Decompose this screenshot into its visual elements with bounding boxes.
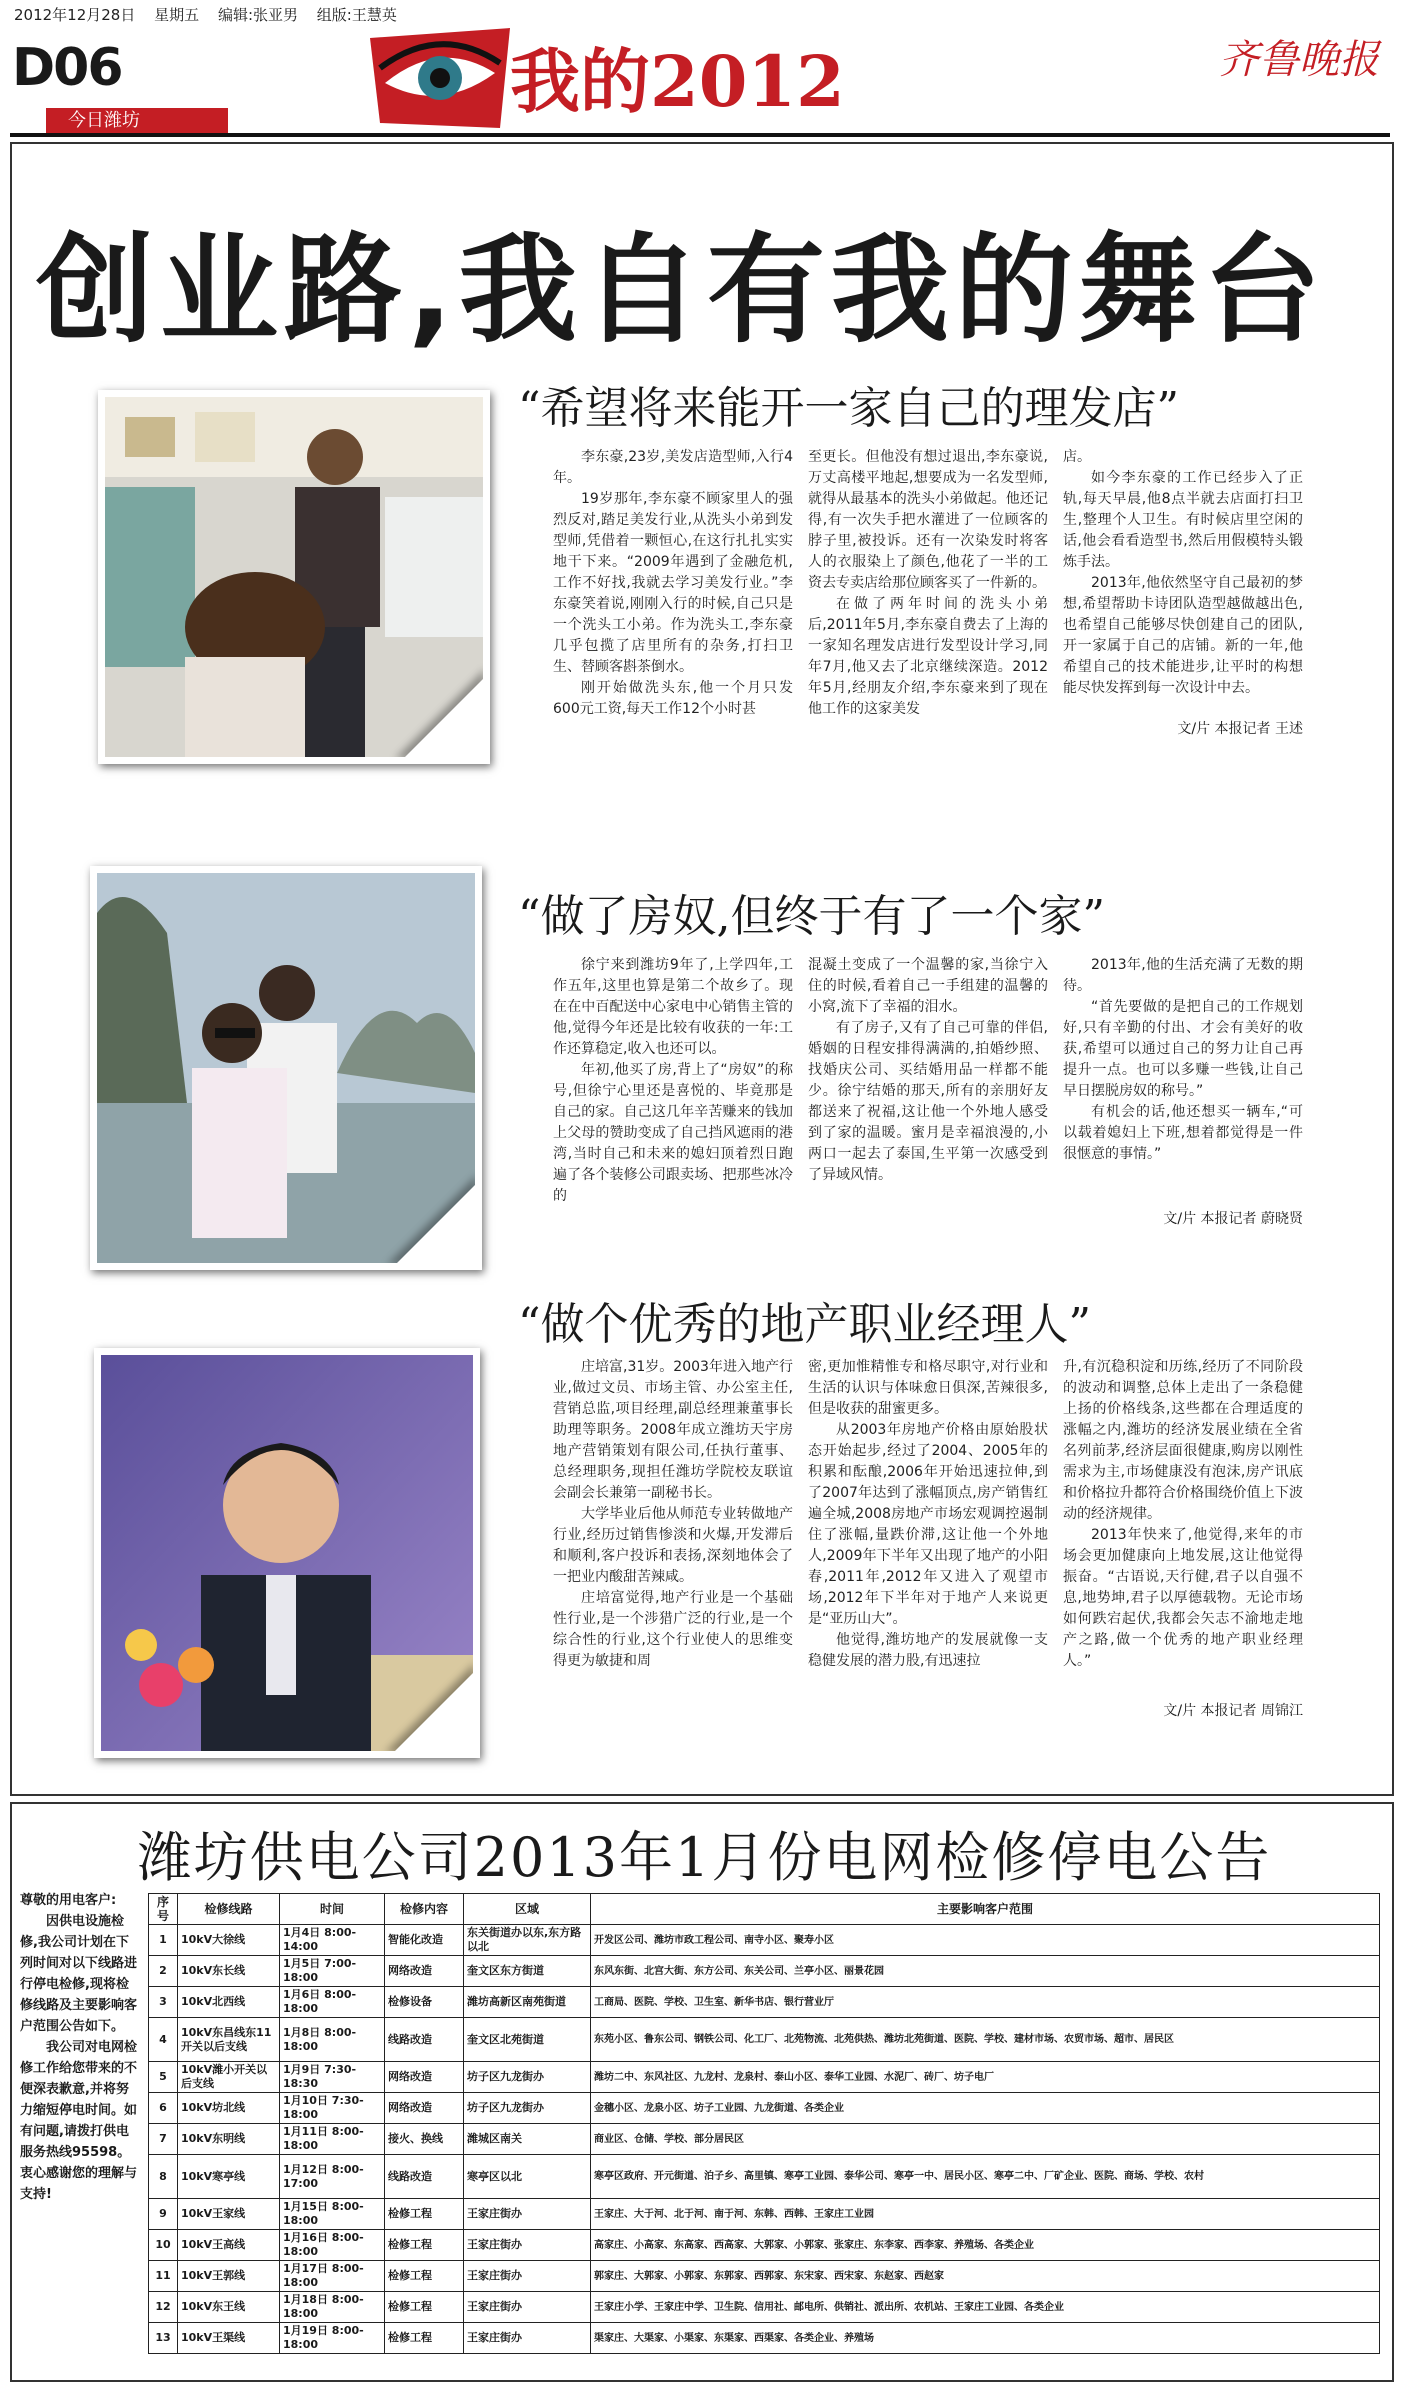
paragraph: 庄培富,31岁。2003年进入地产行业,做过文员、市场主管、办公室主任,营销总监,项目经理,副总经理兼董事长助理等职务。2008年成立潍坊天宇房地产营销策划有限公司,任执行董事、总经理职务,现担任潍坊学院校友联谊会副会长兼第一副秘书长。 [553,1359,793,1501]
table-row [149,2199,1380,2230]
page-number: D06 [12,38,122,98]
eye-icon [370,28,510,128]
paragraph: 有了房子,又有了自己可靠的伴侣,婚姻的日程安排得满满的,拍婚纱照、找婚庆公司、买结婚用品一样都不能少。徐宁结婚的那天,所有的亲朋好友都送来了祝福,这让他一个外地人感受到了家的温暖。蜜月是幸福浪漫的,小两口一起去了泰国,生平第一次感受到了异域风情。 [808,1020,1048,1183]
table-cell: 网络改造 [385,2062,464,2093]
column-header: 检修内容 [385,1894,464,1925]
story-1-column-1 [553,447,793,720]
page-meta [14,4,411,25]
table-cell: 10kV王渠线 [178,2323,280,2354]
paragraph: 混凝土变成了一个温馨的家,当徐宁入住的时候,看着自己一手组建的温馨的小窝,流下了幸福的泪水。 [808,957,1048,1015]
table-row [149,2323,1380,2354]
paragraph: 刚开始做洗头东,他一个月只发600元工资,每天工作12个小时甚 [553,680,793,717]
table-cell: 3 [149,1987,178,2018]
table-cell: 王家庄街办 [464,2323,591,2354]
table-cell: 王家庄街办 [464,2292,591,2323]
table-cell: 1月16日 8:00-18:00 [280,2230,385,2261]
editor-credit: 编辑:张亚男 [217,6,298,24]
table-cell: 13 [149,2323,178,2354]
table-cell: 9 [149,2199,178,2230]
table-cell: 10kV潍小开关以后支线 [178,2062,280,2093]
table-cell: 东苑小区、鲁东公司、钢铁公司、化工厂、北苑物流、北苑供热、潍坊北苑街道、医院、学校、建材市场、农贸市场、超市、居民区 [591,2018,1380,2062]
paragraph: 店。 [1063,449,1091,465]
column-header: 时间 [280,1894,385,1925]
notice-intro [20,1890,140,2205]
table-cell: 坊子区九龙街办 [464,2062,591,2093]
paragraph: 2013年,他的生活充满了无数的期待。 [1063,957,1303,994]
table-cell: 6 [149,2093,178,2124]
story-1-byline: 文/片 本报记者 王述 [1177,721,1303,737]
table-cell: 检修工程 [385,2261,464,2292]
table-cell: 1 [149,1925,178,1956]
newspaper-logo: 齐鲁晚报 [1219,37,1379,83]
table-cell: 8 [149,2155,178,2199]
paragraph: 2013年快来了,他觉得,来年的市场会更加健康向上地发展,这让他觉得振奋。“古语说,天行健,君子以自强不息,地势坤,君子以厚德载物。无论市场如何跌宕起伏,我都会矢志不渝地走地产之路,做一个优秀的地产职业经理人。” [1063,1527,1303,1669]
page-headline: 创业路,我自有我的舞台 [36,221,1327,359]
story-2-column-3 [1063,955,1303,1165]
table-cell: 12 [149,2292,178,2323]
paragraph: 李东豪,23岁,美发店造型师,入行4年。 [553,449,793,486]
outage-table [148,1893,1380,2354]
paragraph: 徐宁来到潍坊9年了,上学四年,工作五年,这里也算是第二个故乡了。现在在中百配送中心家电中心销售主管的他,觉得今年还是比较有收获的一年:工作还算稳定,收入也还可以。 [553,957,793,1057]
story-3-column-1 [553,1357,793,1672]
table-cell: 寒亭区政府、开元街道、泊子乡、高里镇、寒亭工业园、泰华公司、寒亭一中、居民小区、寒亭二中、厂矿企业、医院、商场、学校、农村 [591,2155,1380,2199]
table-cell: 渠家庄、大渠家、小渠家、东渠家、西渠家、各类企业、养殖场 [591,2323,1380,2354]
issue-date: 2012年12月28日 [14,6,136,24]
story-3-column-3 [1063,1357,1303,1672]
table-cell: 寒亭区以北 [464,2155,591,2199]
table-cell: 1月8日 8:00-18:00 [280,2018,385,2062]
paragraph: “首先要做的是把自己的工作规划好,只有辛勤的付出、才会有美好的收获,希望可以通过自己的努力让自己再提升一点。也可以多赚一些钱,让自己早日摆脱房奴的称号。” [1063,999,1303,1099]
column-header: 检修线路 [178,1894,280,1925]
table-cell: 王家庄街办 [464,2199,591,2230]
paragraph: 年初,他买了房,背上了“房奴”的称号,但徐宁心里还是喜悦的、毕竟那是自己的家。自己这几年辛苦赚来的钱加上父母的赞助变成了自己挡风遮雨的港湾,当时自己和未来的媳妇顶着烈日跑遍了各个装修公司跟卖场、把那些冰冷的 [553,1062,793,1204]
table-cell: 网络改造 [385,2093,464,2124]
table-row [149,2155,1380,2199]
table-cell: 检修工程 [385,2230,464,2261]
table-cell: 1月18日 8:00-18:00 [280,2292,385,2323]
table-row [149,1987,1380,2018]
notice-salutation: 尊敬的用电客户: [20,1893,117,1908]
table-cell: 接火、换线 [385,2124,464,2155]
story-3-column-2 [808,1357,1048,1672]
table-cell: 10kV王家线 [178,2199,280,2230]
table-cell: 10kV东昌线东11开关以后支线 [178,2018,280,2062]
table-cell: 1月6日 8:00-18:00 [280,1987,385,2018]
table-cell: 1月12日 8:00-17:00 [280,2155,385,2199]
table-cell: 5 [149,2062,178,2093]
paragraph: 升,有沉稳积淀和历练,经历了不同阶段的波动和调整,总体上走出了一条稳健上扬的价格线条,这些都在合理适度的涨幅之内,潍坊的经济发展业绩在全省名列前茅,经济层面很健康,购房以刚性需求为主,市场健康没有泡沫,房产讯底和价格拉升都符合价格围绕价值上下波动的经济规律。 [1063,1359,1303,1522]
table-row [149,2292,1380,2323]
table-row [149,2124,1380,2155]
table-cell: 智能化改造 [385,1925,464,1956]
table-cell: 工商局、医院、学校、卫生室、新华书店、银行营业厅 [591,1987,1380,2018]
table-cell: 1月17日 8:00-18:00 [280,2261,385,2292]
table-row [149,2018,1380,2062]
story-1-photo [98,390,490,764]
paragraph: 从2003年房地产价格由原始股状态开始起步,经过了2004、2005年的积累和酝酿,2006年开始迅速拉伸,到了2007年达到了涨幅顶点,房产销售红遍全城,2008房地产市场宏观调控遏制住了涨幅,量跌价滞,这让他一个外地人,2009年下半年又出现了地产的小阳春,2011年,2012年又进入了观望市场,2012年下半年对于地产人来说更是“亚历山大”。 [808,1422,1048,1627]
story-2-photo [90,866,482,1270]
table-cell: 王家庄、大于河、北于河、南于河、东韩、西韩、王家庄工业园 [591,2199,1380,2230]
table-cell: 1月11日 8:00-18:00 [280,2124,385,2155]
column-header: 序号 [149,1894,178,1925]
table-cell: 检修设备 [385,1987,464,2018]
table-cell: 王家庄小学、王家庄中学、卫生院、信用社、邮电所、供销社、派出所、农机站、王家庄工业园、各类企业 [591,2292,1380,2323]
paragraph: 在做了两年时间的洗头小弟后,2011年5月,李东豪自费去了上海的一家知名理发店进行发型设计学习,同年7月,他又去了北京继续深造。2012年5月,经朋友介绍,李东豪来到了现在他工作的这家美发 [808,596,1048,717]
table-cell: 王家庄街办 [464,2261,591,2292]
paragraph: 如今李东豪的工作已经步入了正轨,每天早晨,他8点半就去店面打扫卫生,整理个人卫生。有时候店里空闲的话,他会看看造型书,然后用假模特头锻炼手法。 [1063,470,1303,570]
table-cell: 网络改造 [385,1956,464,1987]
notice-title: 潍坊供电公司2013年1月份电网检修停电公告 [137,1826,1272,1889]
table-cell: 1月9日 7:30-18:30 [280,2062,385,2093]
paragraph: 我公司对电网检修工作给您带来的不便深表歉意,并将努力缩短停电时间。如有问题,请拨打供电服务热线95598。衷心感谢您的理解与支持! [20,2040,138,2202]
table-cell: 1月5日 7:00-18:00 [280,1956,385,1987]
paragraph: 至更长。但他没有想过退出,李东豪说,万丈高楼平地起,想要成为一名发型师,就得从最基本的洗头小弟做起。他还记得,有一次失手把水灌进了一位顾客的脖子里,被投诉。还有一次染发时将客人的衣服染上了颜色,他花了一半的工资去专卖店给那位顾客买了一件新的。 [808,449,1048,591]
table-row [149,1956,1380,1987]
table-cell: 线路改造 [385,2155,464,2199]
table-cell: 1月15日 8:00-18:00 [280,2199,385,2230]
table-cell: 检修工程 [385,2292,464,2323]
table-cell: 10kV东王线 [178,2292,280,2323]
banner-title: 我的2012 [510,40,845,123]
table-cell: 10 [149,2230,178,2261]
table-row [149,2230,1380,2261]
paragraph: 有机会的话,他还想买一辆车,“可以载着媳妇上下班,想着都觉得是一件很惬意的事情。” [1063,1104,1303,1162]
table-cell: 7 [149,2124,178,2155]
table-cell: 线路改造 [385,2018,464,2062]
column-header: 主要影响客户范围 [591,1894,1380,1925]
story-1-column-3 [1063,447,1303,699]
table-cell: 10kV大徐线 [178,1925,280,1956]
story-2-title: “做了房奴,但终于有了一个家” [518,891,1105,942]
table-cell: 奎文区东方街道 [464,1956,591,1987]
paragraph: 因供电设施检修,我公司计划在下列时间对以下线路进行停电检修,现将检修线路及主要影响客户范围公告如下。 [20,1914,138,2034]
table-cell: 11 [149,2261,178,2292]
table-cell: 王家庄街办 [464,2230,591,2261]
paragraph: 他觉得,潍坊地产的发展就像一支稳健发展的潜力股,有迅速拉 [808,1632,1048,1669]
table-cell: 潍坊高新区南苑街道 [464,1987,591,2018]
table-row [149,2093,1380,2124]
column-header: 区域 [464,1894,591,1925]
story-2-byline: 文/片 本报记者 蔚晓贤 [1163,1211,1303,1227]
table-cell: 1月4日 8:00-14:00 [280,1925,385,1956]
table-cell: 1月19日 8:00-18:00 [280,2323,385,2354]
story-2-column-1 [553,955,793,1207]
table-cell: 4 [149,2018,178,2062]
paragraph: 大学毕业后他从师范专业转做地产行业,经历过销售惨淡和火爆,开发滞后和顺利,客户投诉和表扬,深刻地体会了一把业内酸甜苦辣咸。 [553,1506,793,1585]
story-1-column-2 [808,447,1048,720]
table-header-row [149,1894,1380,1925]
section-label: 今日潍坊 [46,108,228,134]
banner [370,20,930,140]
table-cell: 开发区公司、潍坊市政工程公司、南寺小区、聚寿小区 [591,1925,1380,1956]
table-cell: 东关街道办以东,东方路以北 [464,1925,591,1956]
table-cell: 检修工程 [385,2323,464,2354]
table-cell: 10kV王郭线 [178,2261,280,2292]
story-3-byline: 文/片 本报记者 周锦江 [1163,1703,1303,1719]
story-3-photo [94,1348,480,1758]
table-cell: 10kV北西线 [178,1987,280,2018]
table-row [149,2062,1380,2093]
table-cell: 10kV寒亭线 [178,2155,280,2199]
table-row [149,1925,1380,1956]
table-row [149,2261,1380,2292]
table-cell: 潍城区南关 [464,2124,591,2155]
table-cell: 10kV坊北线 [178,2093,280,2124]
table-cell: 郭家庄、大郭家、小郭家、东郭家、西郭家、东宋家、西宋家、东赵家、西赵家 [591,2261,1380,2292]
story-3-title: “做个优秀的地产职业经理人” [518,1299,1091,1350]
table-cell: 金穗小区、龙泉小区、坊子工业园、九龙街道、各类企业 [591,2093,1380,2124]
story-1-title: “希望将来能开一家自己的理发店” [518,383,1179,434]
table-cell: 商业区、仓储、学校、部分居民区 [591,2124,1380,2155]
layout-credit: 组版:王慧英 [316,6,397,24]
table-cell: 1月10日 7:30-18:00 [280,2093,385,2124]
paragraph: 密,更加惟精惟专和格尽职守,对行业和生活的认识与体味愈日俱深,苦辣很多,但是收获的甜蜜更多。 [808,1359,1048,1417]
paragraph: 庄培富觉得,地产行业是一个基础性行业,是一个涉猎广泛的行业,是一个综合性的行业,这个行业使人的思维变得更为敏捷和周 [553,1590,793,1669]
story-2-column-2 [808,955,1048,1186]
table-cell: 10kV东长线 [178,1956,280,1987]
issue-weekday: 星期五 [154,6,200,24]
table-cell: 10kV东明线 [178,2124,280,2155]
table-cell: 10kV王高线 [178,2230,280,2261]
table-cell: 东风东街、北宫大街、东方公司、东关公司、兰亭小区、丽景花园 [591,1956,1380,1987]
paragraph: 19岁那年,李东豪不顾家里人的强烈反对,踏足美发行业,从洗头小弟到发型师,凭借着一颗恒心,在这行扎扎实实地干下来。“2009年遇到了金融危机,工作不好找,我就去学习美发行业。”李东豪笑着说,刚刚入行的时候,自己只是一个洗头工小弟。作为洗头工,李东豪几乎包揽了店里所有的杂务,打扫卫生、替顾客斟茶倒水。 [553,491,793,675]
table-cell: 检修工程 [385,2199,464,2230]
table-cell: 奎文区北苑街道 [464,2018,591,2062]
table-cell: 潍坊二中、东风社区、九龙村、龙泉村、泰山小区、泰华工业园、水泥厂、砖厂、坊子电厂 [591,2062,1380,2093]
paragraph: 2013年,他依然坚守自己最初的梦想,希望帮助卡诗团队造型越做越出色,也希望自己能够尽快创建自己的团队,开一家属于自己的店铺。新的一年,他希望自己的技术能进步,让平时的构想能尽快发挥到每一次设计中去。 [1063,575,1303,696]
table-cell: 坊子区九龙街办 [464,2093,591,2124]
table-cell: 高家庄、小高家、东高家、西高家、大郭家、小郭家、张家庄、东李家、西李家、养殖场、各类企业 [591,2230,1380,2261]
table-cell: 2 [149,1956,178,1987]
